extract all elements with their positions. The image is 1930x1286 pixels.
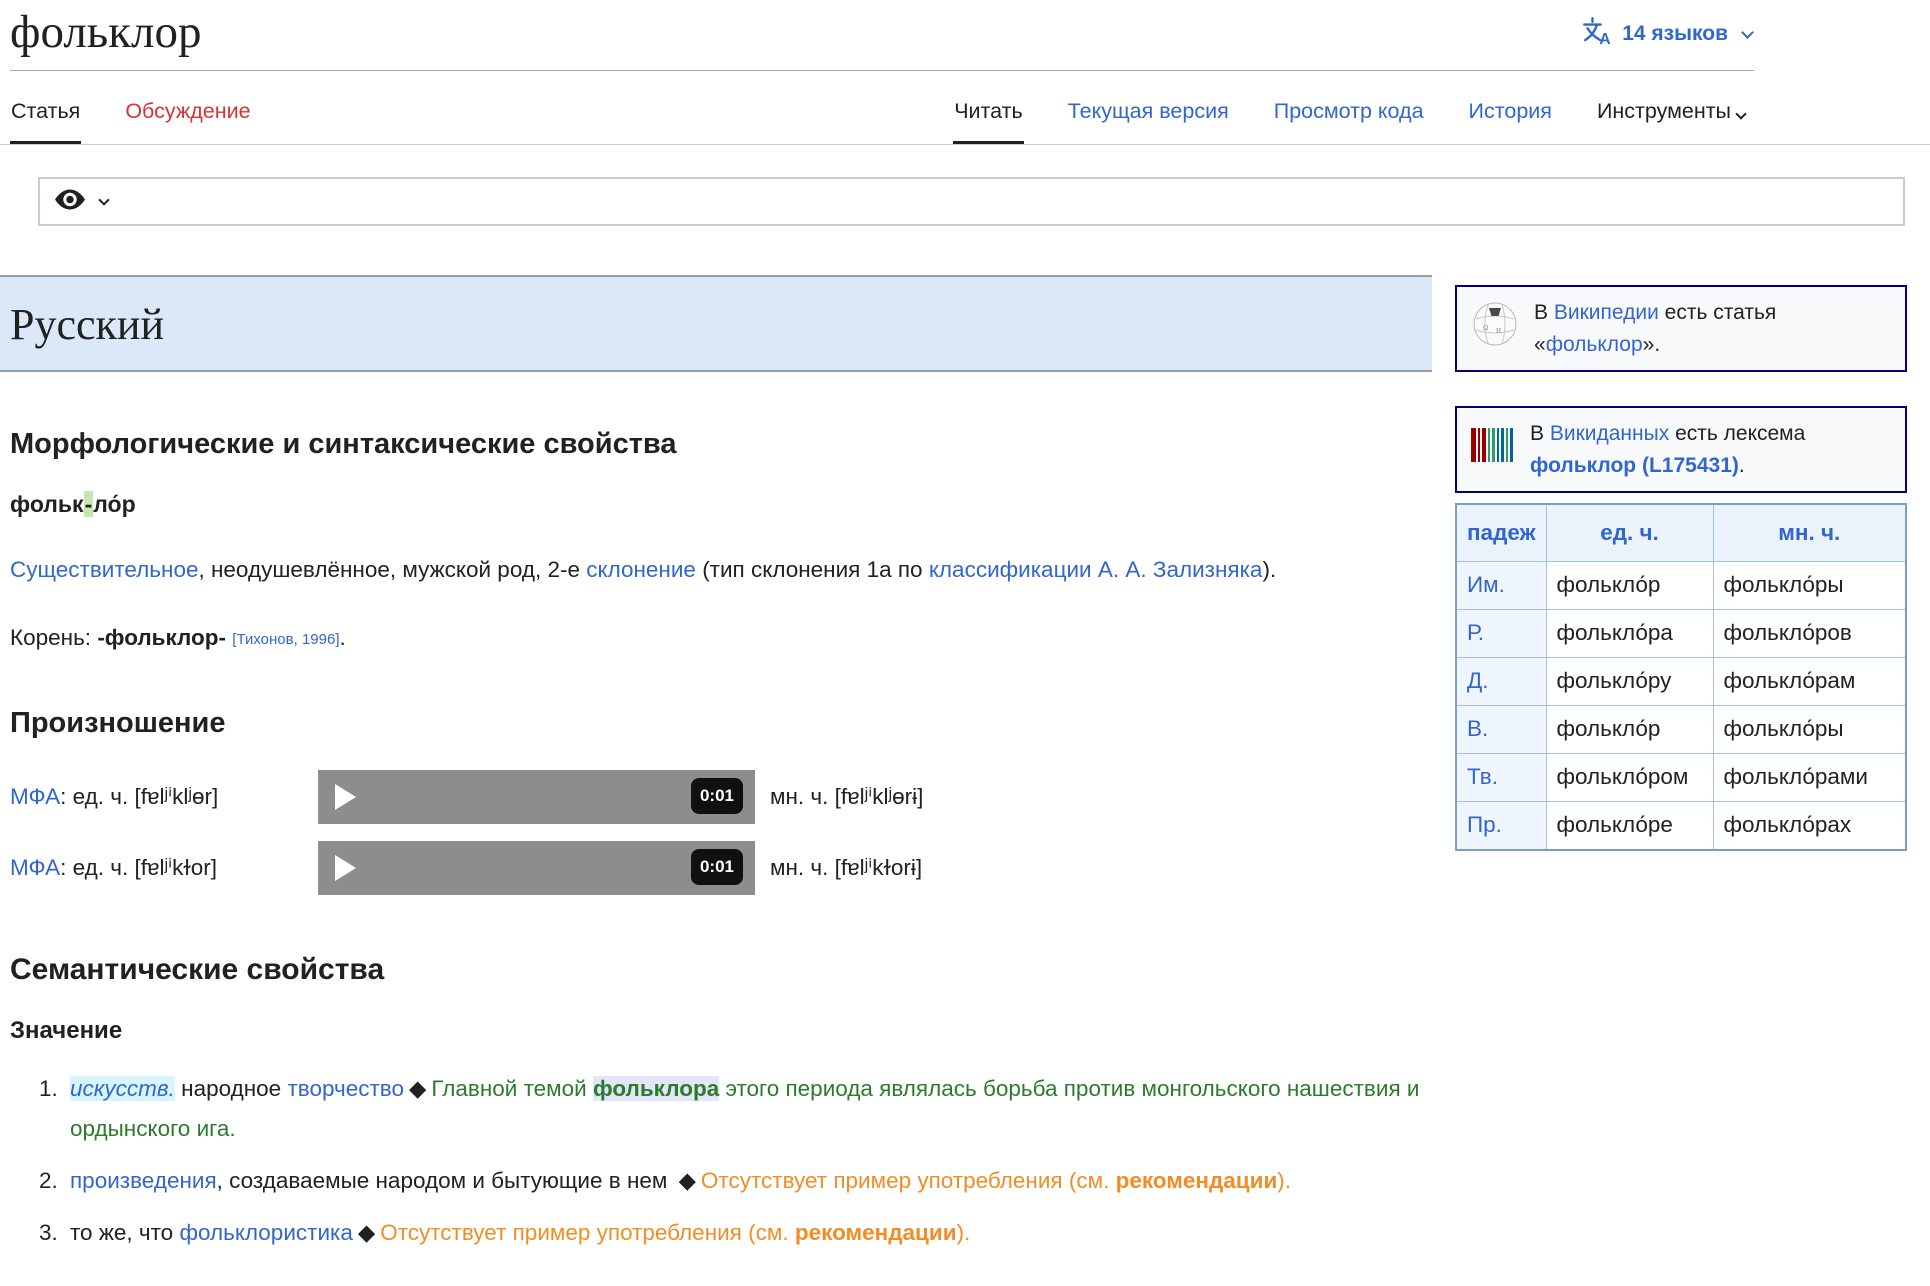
missing-example-text: Отсутствует пример употребления (см. (700, 1168, 1116, 1193)
duration-badge: 0:01 (691, 849, 743, 885)
form-cell: фолькло́р (1546, 706, 1713, 754)
wikipedia-logo-icon (1471, 300, 1519, 358)
zaliznyak-classification-link[interactable]: классификации А. А. Зализняка (928, 557, 1263, 582)
recommendations-link[interactable]: рекомендации (794, 1220, 957, 1246)
example-text: этого периода являлась борьба против монгольского нашествия и ордынского ига. (70, 1076, 1420, 1141)
wikidata-infobox: В Викиданных есть лексема фольклор (L175431). (1455, 406, 1907, 493)
case-link[interactable]: Пр. (1467, 812, 1502, 837)
recommendations-link[interactable]: рекомендации (1115, 1168, 1278, 1193)
definition-item: 2. произведения, создаваемые народом и бытующие в нем ◆ Отсутствует пример употребления (см. рекомендации). (64, 1161, 1432, 1200)
example-separator-icon: ◆ (678, 1168, 696, 1193)
tab-discussion[interactable]: Обсуждение (125, 99, 251, 123)
reference-link[interactable]: [Тихонов, 1996] (232, 631, 340, 649)
language-icon (1582, 16, 1613, 52)
watchlist-toggle[interactable] (38, 177, 1905, 226)
form-cell: фолькло́ры (1713, 706, 1906, 754)
case-column-header[interactable]: падеж (1456, 504, 1546, 562)
pronunciation-heading: Произношение (10, 707, 226, 740)
definition-link[interactable]: произведения (70, 1168, 217, 1193)
ipa-plural: [fɐlʲⁱkɫorɨ] (834, 855, 923, 881)
declension-table (1455, 503, 1907, 851)
definition-link[interactable]: творчество (287, 1076, 404, 1102)
ipa-singular: [fɐlʲⁱkɫor] (134, 855, 217, 881)
table-row (1456, 802, 1906, 851)
svg-text:И: И (1496, 326, 1502, 335)
morphology-heading: Морфологические и синтаксические свойства (10, 428, 677, 460)
definition-item: 1. искусств. народное творчество ◆ Главной темой фольклора этого периода являлась борьба против монгольского нашествия и ордынского ига. (64, 1069, 1432, 1148)
article-body (0, 275, 1432, 1253)
definition-list (0, 1069, 1432, 1253)
form-cell: фолькло́ру (1546, 658, 1713, 706)
wikipedia-infobox: Ω И В Википедии есть статья «фольклор». (1455, 285, 1907, 372)
declension-link[interactable]: склонение (586, 557, 696, 582)
ipa-link[interactable]: МФА (10, 855, 61, 881)
page-title: фольклор (10, 6, 202, 58)
example-text: Главной темой (431, 1076, 593, 1102)
example-separator-icon: ◆ (409, 1076, 427, 1102)
pronunciation-row: МФА: ед. ч. [fɐlʲⁱkɫor] 0:01 мн. ч. [fɐlʲⁱkɫorɨ] (10, 841, 1432, 895)
usage-tag[interactable]: искусств. (70, 1076, 175, 1102)
chevron-down-icon (1735, 108, 1746, 119)
case-link[interactable]: Им. (1467, 572, 1505, 597)
table-row (1456, 610, 1906, 658)
word-description: Существительное, неодушевлённое, мужской род, 2-е склонение (тип склонения 1а по классификации А. А. Зализняка). (10, 557, 1277, 582)
root-line: Корень: -фольклор- [Тихонов, 1996]. (10, 625, 346, 651)
page-header (0, 0, 1930, 145)
audio-player[interactable] (318, 770, 755, 824)
eye-icon (53, 187, 87, 217)
root-value: -фольклор- (97, 625, 227, 651)
ipa-plural: [fɐlʲⁱklʲɵrɨ] (834, 784, 924, 810)
table-row (1456, 706, 1906, 754)
audio-player[interactable] (318, 841, 755, 895)
ipa-singular: [fɐlʲⁱklʲɵr] (134, 784, 219, 810)
play-icon[interactable] (335, 855, 356, 881)
form-cell: фолькло́ра (1546, 610, 1713, 658)
semantics-heading: Семантические свойства (10, 953, 385, 987)
chevron-down-icon (1741, 26, 1754, 39)
syllable-divider: - (84, 491, 93, 517)
wikidata-link[interactable]: Викиданных (1549, 422, 1670, 445)
form-cell: фолькло́рам (1713, 658, 1906, 706)
definition-link[interactable]: фольклористика (179, 1220, 353, 1246)
example-separator-icon: ◆ (357, 1220, 376, 1246)
example-term: фольклора (592, 1076, 720, 1102)
svg-text:A: A (1599, 30, 1611, 46)
tab-tools[interactable]: Инструменты (1596, 81, 1748, 144)
lexeme-link[interactable]: фольклор (L175431) (1530, 453, 1739, 477)
form-cell: фолькло́ре (1546, 802, 1713, 851)
case-link[interactable]: Д. (1467, 668, 1489, 693)
ipa-link[interactable]: МФА (10, 784, 61, 810)
table-row (1456, 754, 1906, 802)
duration-badge: 0:01 (691, 778, 743, 814)
wikipedia-article-link[interactable]: фольклор (1545, 332, 1643, 356)
language-section-heading: Русский (0, 275, 1432, 372)
language-count-label: 14 языков (1622, 22, 1728, 45)
form-cell: фолькло́рах (1713, 802, 1906, 851)
missing-example-text: Отсутствует пример употребления (см. (380, 1220, 795, 1246)
sidebar (1455, 285, 1907, 851)
plural-column-header[interactable]: мн. ч. (1713, 504, 1906, 562)
tab-history[interactable]: История (1468, 99, 1552, 123)
table-header-row (1456, 504, 1906, 562)
play-icon[interactable] (335, 784, 356, 810)
form-cell: фолькло́ров (1713, 610, 1906, 658)
wikipedia-link[interactable]: Википедии (1553, 301, 1659, 324)
svg-text:Ω: Ω (1483, 323, 1489, 332)
wikidata-logo-icon (1471, 425, 1515, 475)
tab-current-version[interactable]: Текущая версия (1067, 99, 1229, 123)
meaning-subheading: Значение (10, 1017, 123, 1045)
form-cell: фолькло́р (1546, 562, 1713, 610)
form-cell: фолькло́ром (1546, 754, 1713, 802)
tab-view-source[interactable]: Просмотр кода (1273, 99, 1424, 123)
case-link[interactable]: Р. (1467, 620, 1485, 645)
tab-article[interactable]: Статья (10, 81, 81, 144)
language-selector-button[interactable] (1582, 16, 1754, 52)
form-cell: фолькло́ры (1713, 562, 1906, 610)
case-link[interactable]: В. (1467, 716, 1489, 741)
pronunciation-row: МФА: ед. ч. [fɐlʲⁱklʲɵr] 0:01 мн. ч. [fɐlʲⁱklʲɵrɨ] (10, 770, 1432, 824)
definition-item: 3. то же, что фольклористика ◆ Отсутствует пример употребления (см. рекомендации). (64, 1213, 1432, 1252)
article-tabs (0, 71, 1930, 145)
table-row (1456, 658, 1906, 706)
case-link[interactable]: Тв. (1467, 764, 1498, 789)
chevron-down-icon (98, 194, 109, 205)
tab-read[interactable]: Читать (953, 81, 1023, 144)
table-row (1456, 562, 1906, 610)
form-cell: фолькло́рами (1713, 754, 1906, 802)
hyphenation: фольк-ло́р (10, 491, 136, 517)
noun-link[interactable]: Существительное (10, 557, 199, 582)
singular-column-header[interactable]: ед. ч. (1546, 504, 1713, 562)
